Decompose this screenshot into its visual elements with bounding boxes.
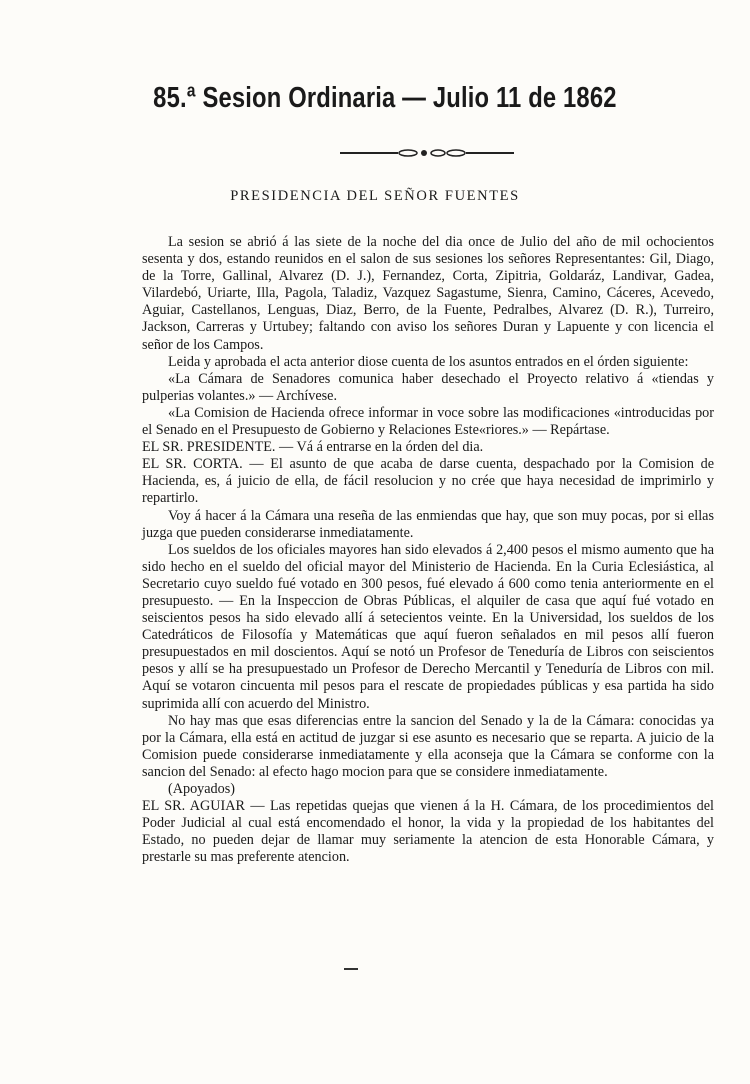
paragraph: No hay mas que esas diferencias entre la sancion del Senado y la de la Cámara: conocidas ya por la Cámara, ella está en actitud de juzgar si ese asunto es necesario que se reparta. A juicio de la Comision puede considerarse inmediatamente y ella aconseja que la Cámara se conforme con la sancion del Senado: al efecto hago mocion para que se considere inmediatamente. xyxy=(142,712,714,780)
end-mark xyxy=(344,968,358,970)
paragraph: Los sueldos de los oficiales mayores han sido elevados á 2,400 pesos el mismo aumento que ha sido hecho en el sueldo del oficial mayor del Ministerio de Hacienda. En la Curia Eclesiástica, al Secretario cuyo sueldo fué votado en 300 pesos, fué elevado á 600 como tenia anteriormente en el presupuesto. — En la Inspeccion de Obras Públicas, el alquiler de casa que aquí fué votado en seiscientos pesos ha sido elevado allí á setecientos veinte. En la Universidad, los sueldos de los Catedráticos de Filosofía y Matemáticas que aquí fueron señalados en mil pesos allí fueron presupuestados en mil doscientos. Aquí se notó un Profesor de Teneduría de Libros con seiscientos pesos y allí se ha presupuestado un Profesor de Derecho Mercantil y Teneduría de Libros con mil. Aquí se votaron cincuenta mil pesos para el rescate de propiedades públicas y esa partida ha sido suprimida allí con acuerdo del Ministro. xyxy=(142,541,714,712)
paragraph: EL SR. PRESIDENTE. — Vá á entrarse en la órden del dia. xyxy=(142,439,484,456)
paragraph: EL SR. CORTA. — El asunto de que acaba de darse cuenta, despachado por la Comision de Hacienda, es, á juicio de ella, de fácil resolucion y no crée que haya necesidad de imprimirlo y repartirlo. xyxy=(142,456,714,507)
paragraph: EL SR. AGUIAR — Las repetidas quejas que vienen á la H. Cámara, de los procedimientos del Poder Judicial al cual está encomendado el honor, la vida y la propiedad de los habitantes del Estado, no pueden dejar de llamar muy seriamente la atencion de esta Honorable Cámara, y prestarle su mas preferente atencion. xyxy=(142,798,714,866)
page-title: 85.ª Sesion Ordinaria — Julio 11 de 1862 xyxy=(153,82,617,114)
presidency-heading: PRESIDENCIA DEL SEÑOR FUENTES xyxy=(230,188,520,204)
paragraph: Leida y aprobada el acta anterior diose cuenta de los asuntos entrados en el órden siguiente: xyxy=(168,353,689,370)
paragraph: La sesion se abrió á las siete de la noche del dia once de Julio del año de mil ochocientos sesenta y dos, estando reunidos en el salon de sus sesiones los señores Representantes: Gil, Diago, de la Torre, Gallinal, Alvarez (D. J.), Fernandez, Corta, Zipitria, Goldaráz, Landivar, Gadea, Vilardebó, Uriarte, Illa, Pagola, Taladiz, Vazquez Sagastume, Sienra, Camino, Cáceres, Acevedo, Aguiar, Castellanos, Lenguas, Diaz, Berro, de la Fuente, Pedralbes, Alvarez (D. R.), Turreiro, Jackson, Carreras y Urtubey; faltando con aviso los señores Duran y Lapuente y con licencia el señor de los Campos. xyxy=(142,234,714,353)
paragraph: Voy á hacer á la Cámara una reseña de las enmiendas que hay, que son muy pocas, por si ellas juzga que pueden considerarse inmediatamente. xyxy=(142,507,714,541)
paragraph: «La Cámara de Senadores comunica haber desechado el Proyecto relativo á «tiendas y pulperias volantes.» — Archívese. xyxy=(142,370,714,404)
ornament-divider xyxy=(338,146,518,160)
paragraph: (Apoyados) xyxy=(168,781,235,797)
paragraph: «La Comision de Hacienda ofrece informar in voce sobre las modificaciones «introducidas por el Senado en el Presupuesto de Gobierno y Relaciones Este«riores.» — Repártase. xyxy=(142,404,714,439)
session-text xyxy=(142,234,714,866)
